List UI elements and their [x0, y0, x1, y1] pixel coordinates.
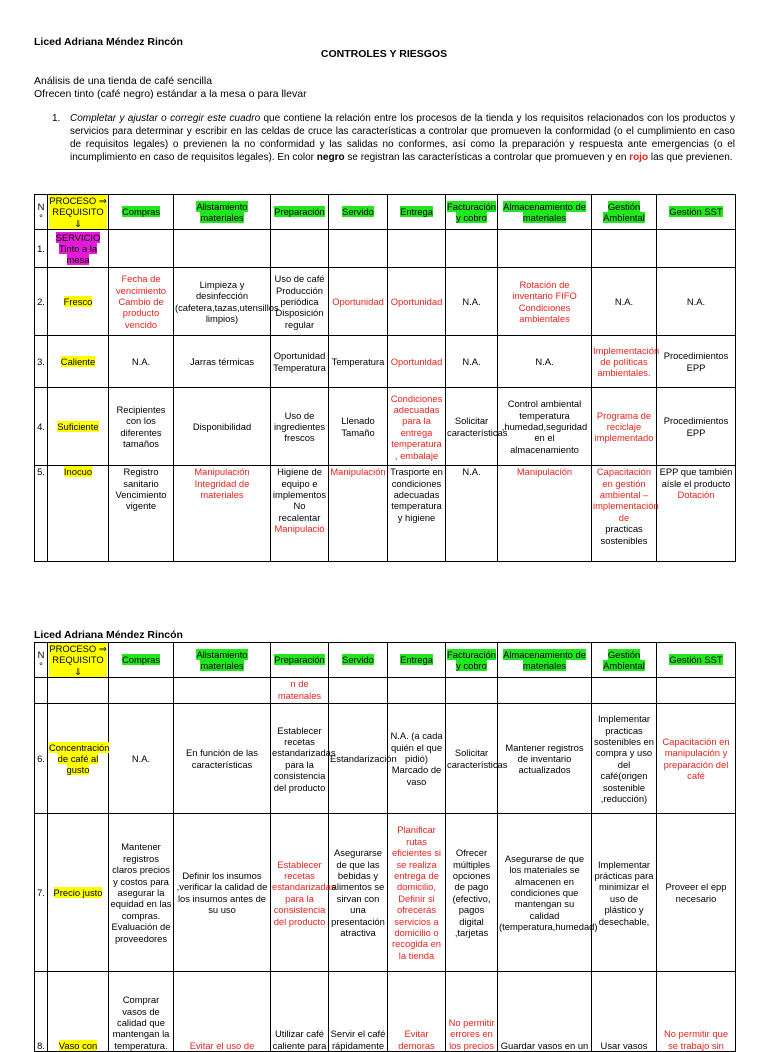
- cell-entrega: Planificar rutas eficientes si se realiza entrega de domicilio, Definir si ofrecerás servicios a domicilio o recogida en la tienda: [388, 814, 446, 972]
- header-almacenamiento: Almacenamiento de materiales: [498, 643, 592, 678]
- header-process-requirement: PROCESO ⇒ REQUISITO ⇓: [49, 195, 107, 229]
- header-row: [35, 643, 736, 678]
- cell-servido: Asegurarse de que las bebidas y alimentos se sirvan con una presentación atractiva: [329, 814, 388, 972]
- cell-gestion-sst: Procedimientos EPP: [657, 336, 736, 388]
- cell-entrega: Condiciones adecuadas para la entrega temperatura , embalaje: [388, 388, 446, 466]
- cell-gestion-sst: Capacitación en manipulación y preparación del café: [657, 704, 736, 814]
- row-number: 5.: [35, 466, 48, 562]
- cell-facturacion: Solicitar características: [446, 704, 498, 814]
- cell-entrega: Oportunidad: [388, 268, 446, 336]
- cell-servido: Llenado Tamaño: [329, 388, 388, 466]
- cell-servido: Manipulación: [329, 466, 388, 562]
- cell-almacenamiento: Manipulación: [498, 466, 592, 562]
- cell-compras: Fecha de vencimiento Cambio de producto vencido: [109, 268, 174, 336]
- cell-preparacion: Uso de café Producción periódica Disposición regular: [271, 268, 329, 336]
- cell-gestion-ambiental: Implementar prácticas para minimizar el uso de plástico y desechable,: [592, 814, 657, 972]
- requirement-cell: Fresco: [48, 268, 109, 336]
- instruction-text: que contiene la relación entre los procesos de la tienda y los requisitos relacionados con los productos y servicios para determinar y escribir en las celdas de cruce las características a controlar que promueven la conformidad (o el cumplimiento en caso de requisitos legales) o previenen la no conformidad y las salidas no conformes, así como la preparación y respuesta ante emergencias (o el incumplimiento en caso de requisitos legales). En color: [70, 113, 736, 163]
- header-facturacion: Facturación y cobro: [446, 195, 498, 230]
- document-title: CONTROLES Y RIESGOS: [320, 48, 448, 60]
- cell-gestion-ambiental: Capacitación en gestión ambiental – implementación de practicas sostenibles: [592, 466, 657, 562]
- header-servido: Servido: [329, 643, 388, 678]
- cell-preparacion: Higiene de equipo e implementos No recalentar Manipulació: [271, 466, 329, 562]
- instruction-end: las que previenen.: [648, 152, 733, 163]
- cell-alistamiento: En función de las características: [174, 704, 271, 814]
- cell-compras: Mantener registros claros precios y costos para asegurar la equidad en las compras. Evaluación de proveedores: [109, 814, 174, 972]
- author-name: Liced Adriana Méndez Rincón: [34, 36, 183, 48]
- cell-servido: Servir el café rápidamente: [329, 972, 388, 1052]
- cell-compras: Comprar vasos de calidad que mantengan la temperatura.: [109, 972, 174, 1052]
- row-number: 3.: [35, 336, 48, 388]
- header-alistamiento: Alistamiento materiales: [174, 643, 271, 678]
- header-almacenamiento: Almacenamiento de materiales: [498, 195, 592, 230]
- cell-almacenamiento: Rotación de inventario FIFO Condiciones ambientales: [498, 268, 592, 336]
- cell-entrega: Trasporte en condiciones adecuadas temperatura y higiene: [388, 466, 446, 562]
- row-number: 1.: [35, 230, 48, 268]
- cell-almacenamiento: Guardar vasos en un: [498, 972, 592, 1052]
- row-number: 7.: [35, 814, 48, 972]
- cell-preparacion: n de materiales: [271, 678, 329, 704]
- requirement-cell: SERVICIO Tinto a la mesa: [48, 230, 109, 268]
- cell-gestion-ambiental: Implementación de políticas ambientales.: [592, 336, 657, 388]
- cell-gestion-sst: EPP que también aísle el producto Dotación: [657, 466, 736, 562]
- header-preparacion: Preparación: [271, 195, 329, 230]
- cell-gestion-sst: Procedimientos EPP: [657, 388, 736, 466]
- header-number: N °: [35, 643, 48, 678]
- controls-table-1: [34, 194, 736, 562]
- row-number: 8.: [35, 972, 48, 1052]
- table-row: [35, 388, 736, 466]
- instruction-rojo: rojo: [629, 152, 649, 163]
- cell-preparacion: Establecer recetas estandarizadas para la consistencia del producto: [271, 814, 329, 972]
- cell-gestion-ambiental: N.A.: [592, 268, 657, 336]
- cell-gestion-sst: Proveer el epp necesario: [657, 814, 736, 972]
- cell-alistamiento: Manipulación Integridad de materiales: [174, 466, 271, 562]
- header-process-requirement: PROCESO ⇒ REQUISITO ⇓: [49, 643, 107, 677]
- header-compras: Compras: [109, 195, 174, 230]
- cell-alistamiento: Jarras térmicas: [174, 336, 271, 388]
- row-number: 4.: [35, 388, 48, 466]
- header-alistamiento: Alistamiento materiales: [174, 195, 271, 230]
- header-gestion-sst: Gestión SST: [657, 643, 736, 678]
- cell-facturacion: Ofrecer múltiples opciones de pago (efectivo, pagos digital ,tarjetas: [446, 814, 498, 972]
- cell-gestion-ambiental: Programa de reciclaje implementado: [592, 388, 657, 466]
- requirement-cell: Concentración de café al gusto: [48, 704, 109, 814]
- cell-entrega: Evitar demoras: [388, 972, 446, 1052]
- cell-entrega: Oportunidad: [388, 336, 446, 388]
- cell-almacenamiento: Control ambiental temperatura ,humedad,seguridad en el almacenamiento: [498, 388, 592, 466]
- header-facturacion: Facturación y cobro: [446, 643, 498, 678]
- intro-line-2: Ofrecen tinto (café negro) estándar a la mesa o para llevar: [34, 88, 307, 100]
- header-gestion-sst: Gestión SST: [657, 195, 736, 230]
- table-row: [35, 336, 736, 388]
- cell-gestion-ambiental: Implementar practicas sostenibles en compra y uso del café(origen sostenible ,reducción): [592, 704, 657, 814]
- table-row: [35, 268, 736, 336]
- header-row: [35, 195, 736, 230]
- cell-almacenamiento: Asegurarse de que los materiales se almacenen en condiciones que mantengan su calidad (temperatura,humedad): [498, 814, 592, 972]
- cell-gestion-ambiental: Usar vasos: [592, 972, 657, 1052]
- cell-gestion-sst: N.A.: [657, 268, 736, 336]
- cell-almacenamiento: Mantener registros de inventario actualizados: [498, 704, 592, 814]
- requirement-cell: Precio justo: [48, 814, 109, 972]
- table-row: [35, 814, 736, 972]
- cell-alistamiento: Definir los insumos ,verificar la calidad de los insumos antes de su uso: [174, 814, 271, 972]
- requirement-cell: Inocuo: [48, 466, 109, 562]
- cell-facturacion: N.A.: [446, 268, 498, 336]
- cell-servido: Temperatura: [329, 336, 388, 388]
- cell-preparacion: Uso de ingredientes frescos: [271, 388, 329, 466]
- cell-preparacion: Oportunidad Temperatura: [271, 336, 329, 388]
- cell-alistamiento: Disponibilidad: [174, 388, 271, 466]
- header-gestion-ambiental: Gestión Ambiental: [592, 643, 657, 678]
- cell-servido: Oportunidad: [329, 268, 388, 336]
- cell-facturacion: N.A.: [446, 466, 498, 562]
- table-row: [35, 704, 736, 814]
- instruction-italic: Completar y ajustar o corregir este cuadro: [70, 113, 261, 124]
- cell-compras: N.A.: [109, 336, 174, 388]
- header-servido: Servido: [329, 195, 388, 230]
- cell-gestion-sst: No permitir que se trabajo sin: [657, 972, 736, 1052]
- cell-alistamiento: Evitar el uso de: [174, 972, 271, 1052]
- author-name-page-2: Liced Adriana Méndez Rincón: [34, 629, 183, 641]
- instruction-mid: se registran las características a controlar que promueven y en: [344, 152, 630, 163]
- cell-servido: Estandarización: [329, 704, 388, 814]
- header-compras: Compras: [109, 643, 174, 678]
- cell-preparacion: Establecer recetas estandarizadas para la consistencia del producto: [271, 704, 329, 814]
- cell-facturacion: Solicitar características: [446, 388, 498, 466]
- cell-almacenamiento: N.A.: [498, 336, 592, 388]
- instruction-negro: negro: [316, 152, 345, 163]
- instruction-paragraph: [52, 112, 736, 164]
- table-row: [35, 972, 736, 1052]
- requirement-cell: Caliente: [48, 336, 109, 388]
- header-gestion-ambiental: Gestión Ambiental: [592, 195, 657, 230]
- cell-facturacion: No permitir errores en los precios: [446, 972, 498, 1052]
- table-row: [35, 230, 736, 268]
- header-preparacion: Preparación: [271, 643, 329, 678]
- cell-compras: Recipientes con los diferentes tamaños: [109, 388, 174, 466]
- cell-compras: N.A.: [109, 704, 174, 814]
- cell-alistamiento: Limpieza y desinfección (cafetera,tazas,utensillos limpios): [174, 268, 271, 336]
- intro-line-1: Análisis de una tienda de café sencilla: [34, 75, 213, 87]
- cell-preparacion: Utilizar café caliente para: [271, 972, 329, 1052]
- instruction-number: 1.: [52, 113, 61, 124]
- requirement-cell: Vaso con: [48, 972, 109, 1052]
- header-entrega: Entrega: [388, 195, 446, 230]
- row-number: 6.: [35, 704, 48, 814]
- cell-facturacion: N.A.: [446, 336, 498, 388]
- requirement-cell: Suficiente: [48, 388, 109, 466]
- row-number: 2.: [35, 268, 48, 336]
- table-row: [35, 466, 736, 562]
- controls-table-2: [34, 642, 736, 1052]
- cell-compras: Registro sanitario Vencimiento vigente: [109, 466, 174, 562]
- header-entrega: Entrega: [388, 643, 446, 678]
- header-number: N °: [35, 195, 48, 230]
- cell-entrega: N.A. (a cada quién el que pidió) Marcado de vaso: [388, 704, 446, 814]
- table-row: [35, 678, 736, 704]
